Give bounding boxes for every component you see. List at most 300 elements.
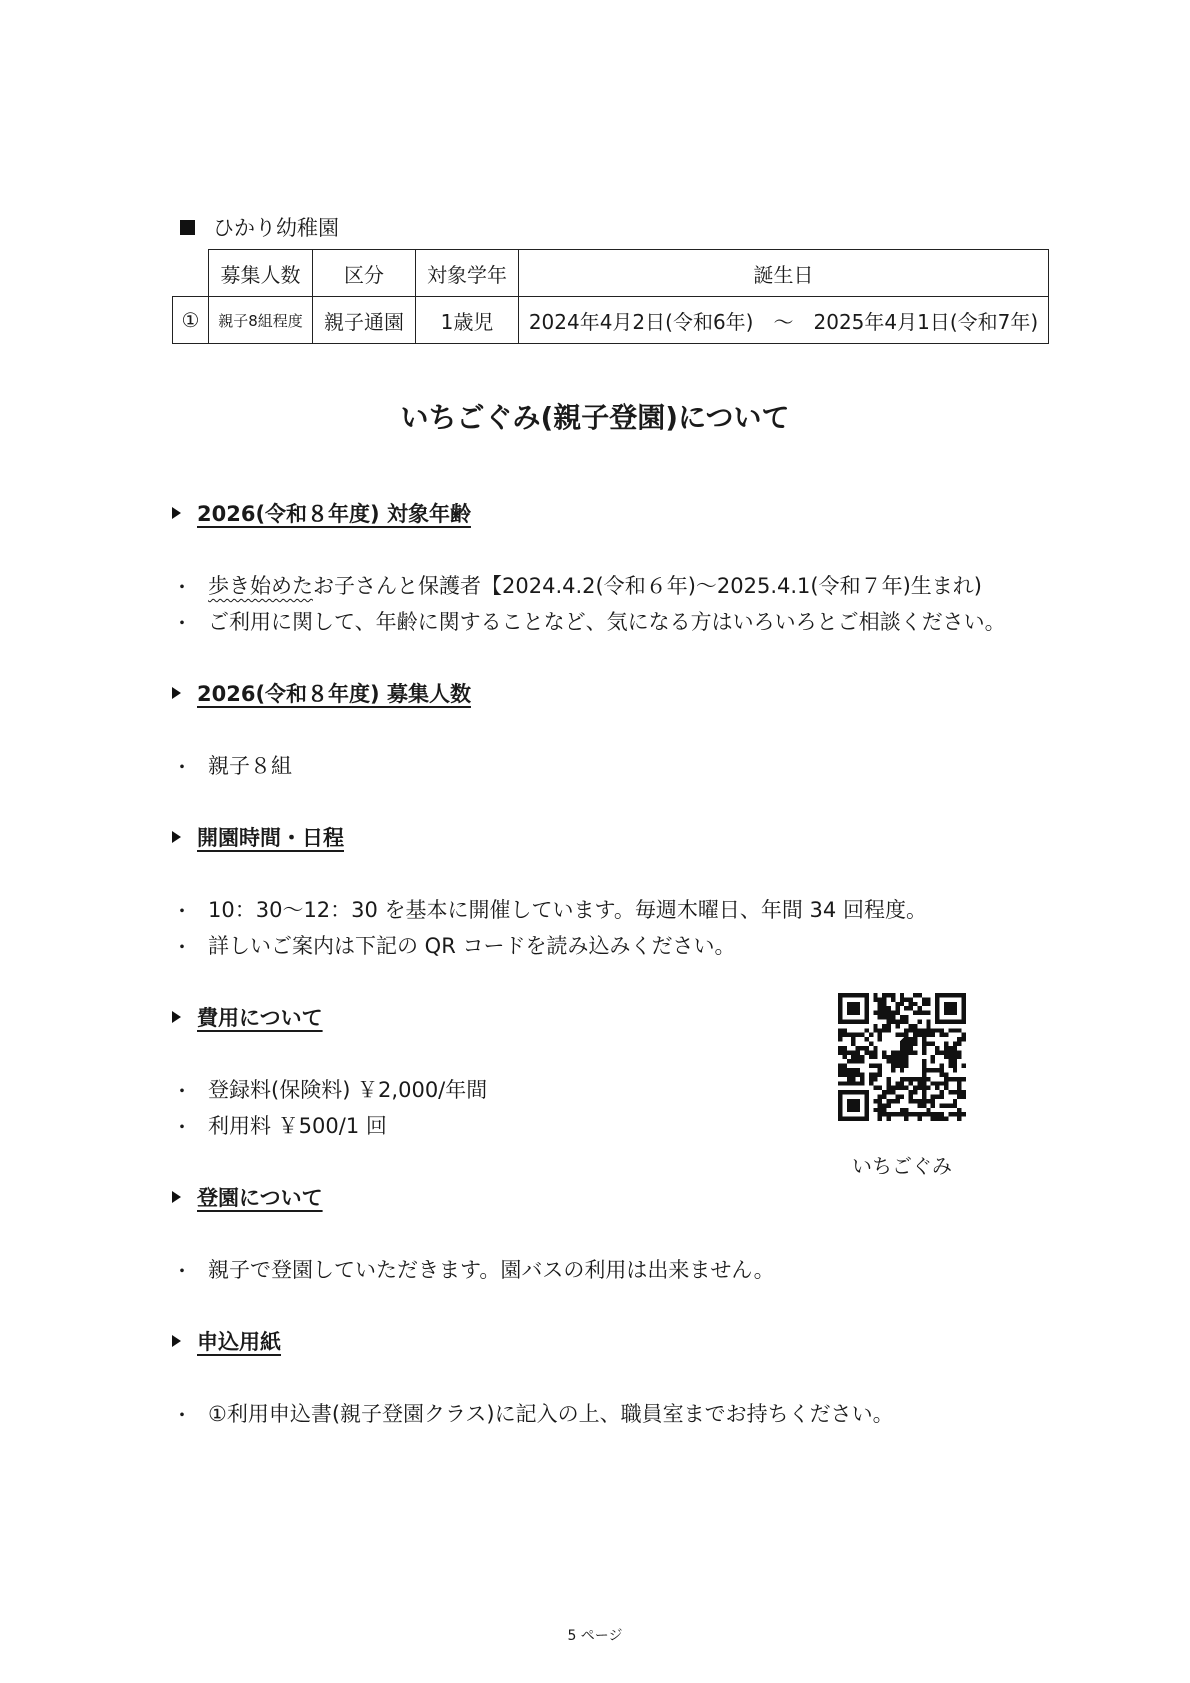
- qr-module: [895, 1081, 899, 1085]
- qr-module: [873, 1050, 877, 1054]
- black-square-icon: [180, 220, 195, 235]
- qr-module: [922, 1112, 926, 1116]
- qr-module: [878, 1117, 882, 1121]
- qr-module: [873, 1072, 877, 1076]
- qr-module: [895, 1019, 899, 1023]
- qr-module: [873, 1099, 877, 1103]
- qr-module: [913, 1077, 917, 1081]
- qr-module: [935, 1095, 939, 1099]
- qr-module: [904, 997, 908, 1001]
- qr-module: [926, 1099, 930, 1103]
- qr-module: [931, 1068, 935, 1072]
- section-heading-text: 2026(令和８年度) 募集人数: [197, 682, 471, 706]
- triangle-right-icon: [172, 1191, 181, 1203]
- qr-module: [926, 1019, 930, 1023]
- bullet-mark: ・: [172, 898, 192, 923]
- qr-module: [962, 1064, 966, 1068]
- qr-module: [953, 1099, 957, 1103]
- qr-module: [935, 1050, 939, 1054]
- qr-module: [882, 1108, 886, 1112]
- qr-module: [935, 1068, 939, 1072]
- qr-module: [851, 1081, 855, 1085]
- qr-module: [935, 1081, 939, 1085]
- qr-module: [847, 1059, 851, 1063]
- qr-module: [922, 1103, 926, 1107]
- qr-module: [944, 1042, 948, 1046]
- qr-module: [900, 1095, 904, 1099]
- qr-module: [935, 1028, 939, 1032]
- qr-module: [887, 1019, 891, 1023]
- list-item-text: 親子８組: [208, 754, 292, 778]
- qr-module: [953, 1077, 957, 1081]
- qr-module: [891, 1019, 895, 1023]
- header-capacity: 募集人数: [209, 250, 313, 297]
- triangle-right-icon: [172, 1011, 181, 1023]
- qr-module: [948, 1059, 952, 1063]
- qr-finder-core: [847, 1099, 860, 1112]
- qr-module: [957, 1117, 961, 1121]
- qr-module: [935, 1117, 939, 1121]
- cell-category: 親子通園: [313, 297, 416, 344]
- qr-module: [882, 1112, 886, 1116]
- qr-module: [895, 1011, 899, 1015]
- qr-module: [851, 1050, 855, 1054]
- qr-module: [851, 1042, 855, 1046]
- qr-module: [864, 1046, 868, 1050]
- qr-module: [856, 1055, 860, 1059]
- qr-module: [922, 997, 926, 1001]
- qr-module: [873, 993, 877, 997]
- qr-module: [957, 1086, 961, 1090]
- qr-module: [887, 1086, 891, 1090]
- qr-module: [926, 1002, 930, 1006]
- qr-module: [895, 1002, 899, 1006]
- qr-module: [895, 1086, 899, 1090]
- list-item-text: 親子で登園していただきます。園バスの利用は出来ません。: [208, 1258, 775, 1282]
- qr-module: [944, 1033, 948, 1037]
- qr-module: [926, 1086, 930, 1090]
- qr-caption: いちごぐみ: [852, 1154, 952, 1178]
- qr-module: [860, 1077, 864, 1081]
- qr-module: [944, 1050, 948, 1054]
- qr-module: [887, 1011, 891, 1015]
- section-heading-count: [172, 678, 471, 708]
- list-item-text: 詳しいご案内は下記の QR コードを読み込みください。: [208, 934, 736, 958]
- qr-module: [878, 1099, 882, 1103]
- qr-module: [953, 1042, 957, 1046]
- qr-module: [860, 1072, 864, 1076]
- qr-module: [887, 1081, 891, 1085]
- qr-module: [962, 1095, 966, 1099]
- qr-module: [917, 993, 921, 997]
- qr-module: [842, 1068, 846, 1072]
- qr-module: [900, 1086, 904, 1090]
- row-number: ①: [173, 297, 209, 344]
- qr-module: [900, 1112, 904, 1116]
- qr-module: [922, 1090, 926, 1094]
- qr-module: [944, 1055, 948, 1059]
- qr-module: [962, 1037, 966, 1041]
- qr-module: [917, 1077, 921, 1081]
- qr-module: [887, 1006, 891, 1010]
- qr-module: [856, 1033, 860, 1037]
- qr-module: [900, 1077, 904, 1081]
- qr-module: [900, 1108, 904, 1112]
- header-category: 区分: [313, 250, 416, 297]
- section-heading-schedule: [172, 822, 344, 852]
- qr-module: [953, 1064, 957, 1068]
- qr-module: [917, 1099, 921, 1103]
- list-item-text: 利用料 ￥500/1 回: [208, 1114, 387, 1138]
- qr-module: [948, 1103, 952, 1107]
- qr-module: [957, 1108, 961, 1112]
- qr-module: [838, 1081, 842, 1085]
- qr-module: [873, 1011, 877, 1015]
- section-heading-age: [172, 498, 471, 528]
- qr-module: [917, 1112, 921, 1116]
- qr-module: [891, 1086, 895, 1090]
- qr-module: [953, 1090, 957, 1094]
- qr-module: [926, 1077, 930, 1081]
- qr-module: [860, 1033, 864, 1037]
- list-item: [172, 1254, 775, 1284]
- qr-module: [873, 1028, 877, 1032]
- qr-module: [882, 997, 886, 1001]
- qr-module: [904, 1019, 908, 1023]
- qr-module: [887, 1015, 891, 1019]
- qr-module: [838, 1072, 842, 1076]
- qr-module: [873, 1077, 877, 1081]
- qr-module: [940, 1103, 944, 1107]
- bullet-mark: ・: [172, 1402, 192, 1427]
- qr-module: [869, 1042, 873, 1046]
- qr-module: [882, 1015, 886, 1019]
- qr-module: [962, 1090, 966, 1094]
- qr-module: [842, 1055, 846, 1059]
- qr-module: [953, 1103, 957, 1107]
- qr-module: [838, 1046, 842, 1050]
- qr-module: [869, 1050, 873, 1054]
- qr-module: [887, 1117, 891, 1121]
- qr-module: [940, 1081, 944, 1085]
- list-item: [172, 1110, 387, 1140]
- list-item: [172, 1398, 894, 1428]
- qr-module: [926, 1028, 930, 1032]
- qr-module: [878, 1015, 882, 1019]
- qr-module: [869, 1033, 873, 1037]
- qr-module: [922, 1033, 926, 1037]
- qr-module: [900, 997, 904, 1001]
- qr-module: [887, 1099, 891, 1103]
- qr-module: [904, 1117, 908, 1121]
- qr-module: [909, 1077, 913, 1081]
- qr-module: [904, 1015, 908, 1019]
- qr-module: [860, 1055, 864, 1059]
- qr-module: [962, 1033, 966, 1037]
- qr-module: [957, 1037, 961, 1041]
- qr-module: [957, 1077, 961, 1081]
- qr-module: [878, 1086, 882, 1090]
- qr-module: [913, 1090, 917, 1094]
- qr-module: [882, 1103, 886, 1107]
- qr-module: [873, 1046, 877, 1050]
- qr-module: [913, 1024, 917, 1028]
- qr-module: [847, 1072, 851, 1076]
- qr-module: [922, 1046, 926, 1050]
- bullet-mark: ・: [172, 1258, 192, 1283]
- qr-module: [851, 1033, 855, 1037]
- cell-birthdate: 2024年4月2日(令和6年) ～ 2025年4月1日(令和7年): [519, 297, 1049, 344]
- table-row: [173, 297, 1049, 344]
- qr-module: [878, 1006, 882, 1010]
- qr-module: [926, 1042, 930, 1046]
- qr-module: [895, 1099, 899, 1103]
- qr-module: [909, 1028, 913, 1032]
- qr-module: [895, 1033, 899, 1037]
- main-title: いちごぐみ(親子登園)について: [400, 401, 790, 434]
- qr-module: [944, 1081, 948, 1085]
- qr-module: [904, 1006, 908, 1010]
- qr-module: [926, 1033, 930, 1037]
- qr-module: [922, 1011, 926, 1015]
- qr-module: [904, 1077, 908, 1081]
- list-item-text: お子さんと保護者【2024.4.2(令和６年)～2025.4.1(令和７年)生まれ): [313, 574, 982, 598]
- qr-module: [913, 1099, 917, 1103]
- qr-module: [882, 1090, 886, 1094]
- qr-module: [851, 1077, 855, 1081]
- qr-module: [847, 1033, 851, 1037]
- qr-module: [856, 1072, 860, 1076]
- qr-module: [873, 1108, 877, 1112]
- section-heading-text: 費用について: [197, 1006, 323, 1030]
- qr-module: [953, 1046, 957, 1050]
- qr-module: [922, 1072, 926, 1076]
- qr-module: [878, 1064, 882, 1068]
- cell-capacity: 親子8組程度: [209, 297, 313, 344]
- qr-module: [878, 1072, 882, 1076]
- qr-module: [869, 1072, 873, 1076]
- qr-module: [922, 1095, 926, 1099]
- qr-module: [931, 1042, 935, 1046]
- qr-finder-core: [944, 1002, 957, 1015]
- qr-module: [948, 1050, 952, 1054]
- qr-module: [922, 1086, 926, 1090]
- qr-module: [922, 1050, 926, 1054]
- qr-module: [873, 1064, 877, 1068]
- list-item-text: ①利用申込書(親子登園クラス)に記入の上、職員室までお持ちください。: [208, 1402, 894, 1426]
- qr-module: [922, 1068, 926, 1072]
- table-header-row: [173, 250, 1049, 297]
- qr-module: [931, 1055, 935, 1059]
- qr-module: [842, 1064, 846, 1068]
- qr-module: [882, 993, 886, 997]
- qr-module: [917, 1081, 921, 1085]
- qr-module: [940, 1064, 944, 1068]
- qr-module: [940, 1050, 944, 1054]
- qr-module: [909, 1024, 913, 1028]
- qr-module: [913, 993, 917, 997]
- qr-module: [838, 1037, 842, 1041]
- qr-module: [944, 1046, 948, 1050]
- qr-module: [926, 997, 930, 1001]
- qr-module: [917, 1103, 921, 1107]
- section-heading-text: 登園について: [197, 1186, 323, 1210]
- qr-module: [922, 1037, 926, 1041]
- qr-module: [922, 1059, 926, 1063]
- qr-module: [962, 1112, 966, 1116]
- qr-module: [869, 1064, 873, 1068]
- qr-module: [931, 1033, 935, 1037]
- qr-module: [909, 1002, 913, 1006]
- triangle-right-icon: [172, 507, 181, 519]
- qr-code[interactable]: [838, 993, 966, 1121]
- qr-module: [900, 1002, 904, 1006]
- qr-module: [957, 1112, 961, 1116]
- qr-module: [838, 1033, 842, 1037]
- qr-module: [922, 1042, 926, 1046]
- qr-module: [962, 1077, 966, 1081]
- qr-module: [878, 1037, 882, 1041]
- bullet-mark: ・: [172, 610, 192, 635]
- qr-module: [882, 1006, 886, 1010]
- qr-module: [935, 1046, 939, 1050]
- qr-module: [957, 1028, 961, 1032]
- qr-module: [922, 1081, 926, 1085]
- triangle-right-icon: [172, 1335, 181, 1347]
- qr-module: [891, 1011, 895, 1015]
- qr-module: [842, 1033, 846, 1037]
- qr-module: [957, 1090, 961, 1094]
- qr-module: [878, 1095, 882, 1099]
- qr-module: [882, 1024, 886, 1028]
- qr-module: [931, 1103, 935, 1107]
- qr-module: [864, 1037, 868, 1041]
- qr-module: [904, 1112, 908, 1116]
- qr-module: [838, 1064, 842, 1068]
- qr-module: [895, 1024, 899, 1028]
- qr-module: [891, 1015, 895, 1019]
- qr-module: [922, 1002, 926, 1006]
- qr-module: [909, 997, 913, 1001]
- qr-module: [940, 1068, 944, 1072]
- qr-module: [842, 1028, 846, 1032]
- qr-module: [900, 1081, 904, 1085]
- qr-module: [873, 997, 877, 1001]
- school-heading: [180, 212, 339, 242]
- qr-module: [882, 1002, 886, 1006]
- qr-module: [904, 1108, 908, 1112]
- qr-module: [887, 993, 891, 997]
- qr-module: [851, 1068, 855, 1072]
- qr-module: [900, 1033, 904, 1037]
- qr-module: [953, 1059, 957, 1063]
- qr-module: [957, 1042, 961, 1046]
- qr-module: [922, 1028, 926, 1032]
- qr-module: [838, 1068, 842, 1072]
- qr-module: [953, 1028, 957, 1032]
- qr-module: [842, 1046, 846, 1050]
- qr-module: [948, 1055, 952, 1059]
- qr-module: [940, 1072, 944, 1076]
- qr-module: [917, 1086, 921, 1090]
- qr-module: [948, 1077, 952, 1081]
- qr-module: [909, 1099, 913, 1103]
- qr-module: [931, 1095, 935, 1099]
- qr-module: [887, 1103, 891, 1107]
- qr-module: [917, 1033, 921, 1037]
- qr-module: [856, 1046, 860, 1050]
- qr-module: [931, 1028, 935, 1032]
- qr-module: [842, 1050, 846, 1054]
- qr-module: [944, 1086, 948, 1090]
- qr-module: [878, 1011, 882, 1015]
- qr-module: [864, 1028, 868, 1032]
- qr-module: [851, 1037, 855, 1041]
- section-heading-form: [172, 1326, 281, 1356]
- qr-module: [944, 1103, 948, 1107]
- qr-module: [895, 1006, 899, 1010]
- qr-module: [931, 1059, 935, 1063]
- qr-module: [957, 1050, 961, 1054]
- list-item-text: 10：30～12：30 を基本に開催しています。毎週木曜日、年間 34 回程度。: [208, 898, 927, 922]
- qr-module: [895, 1112, 899, 1116]
- qr-module: [878, 1103, 882, 1107]
- list-item: [172, 750, 292, 780]
- qr-module: [895, 1095, 899, 1099]
- qr-module: [944, 1117, 948, 1121]
- header-birthdate: 誕生日: [519, 250, 1049, 297]
- qr-module: [891, 1099, 895, 1103]
- list-item: [172, 1074, 487, 1104]
- qr-module: [917, 1006, 921, 1010]
- qr-module: [935, 1086, 939, 1090]
- qr-module: [922, 1077, 926, 1081]
- qr-module: [940, 1112, 944, 1116]
- qr-module: [904, 1028, 908, 1032]
- qr-module: [891, 993, 895, 997]
- qr-module: [948, 1090, 952, 1094]
- qr-module: [882, 1011, 886, 1015]
- qr-module: [953, 1112, 957, 1116]
- qr-module: [869, 1055, 873, 1059]
- qr-module: [957, 1055, 961, 1059]
- qr-module: [909, 1095, 913, 1099]
- qr-module: [873, 1055, 877, 1059]
- qr-module: [869, 1077, 873, 1081]
- qr-module: [851, 1059, 855, 1063]
- list-item: [172, 930, 735, 960]
- qr-module: [926, 1112, 930, 1116]
- qr-module: [838, 1050, 842, 1054]
- cell-grade: 1歳児: [416, 297, 519, 344]
- qr-module: [878, 1002, 882, 1006]
- bullet-mark: ・: [172, 934, 192, 959]
- qr-module: [842, 1072, 846, 1076]
- qr-module: [847, 1077, 851, 1081]
- qr-module: [847, 1050, 851, 1054]
- qr-module: [926, 1068, 930, 1072]
- qr-module: [860, 1046, 864, 1050]
- section-heading-fees: [172, 1002, 323, 1032]
- qr-module: [917, 1028, 921, 1032]
- qr-module: [931, 1112, 935, 1116]
- qr-module: [913, 1112, 917, 1116]
- qr-module: [904, 1033, 908, 1037]
- list-item: [172, 606, 1006, 636]
- qr-module: [847, 1081, 851, 1085]
- qr-module: [909, 1006, 913, 1010]
- qr-module: [948, 1112, 952, 1116]
